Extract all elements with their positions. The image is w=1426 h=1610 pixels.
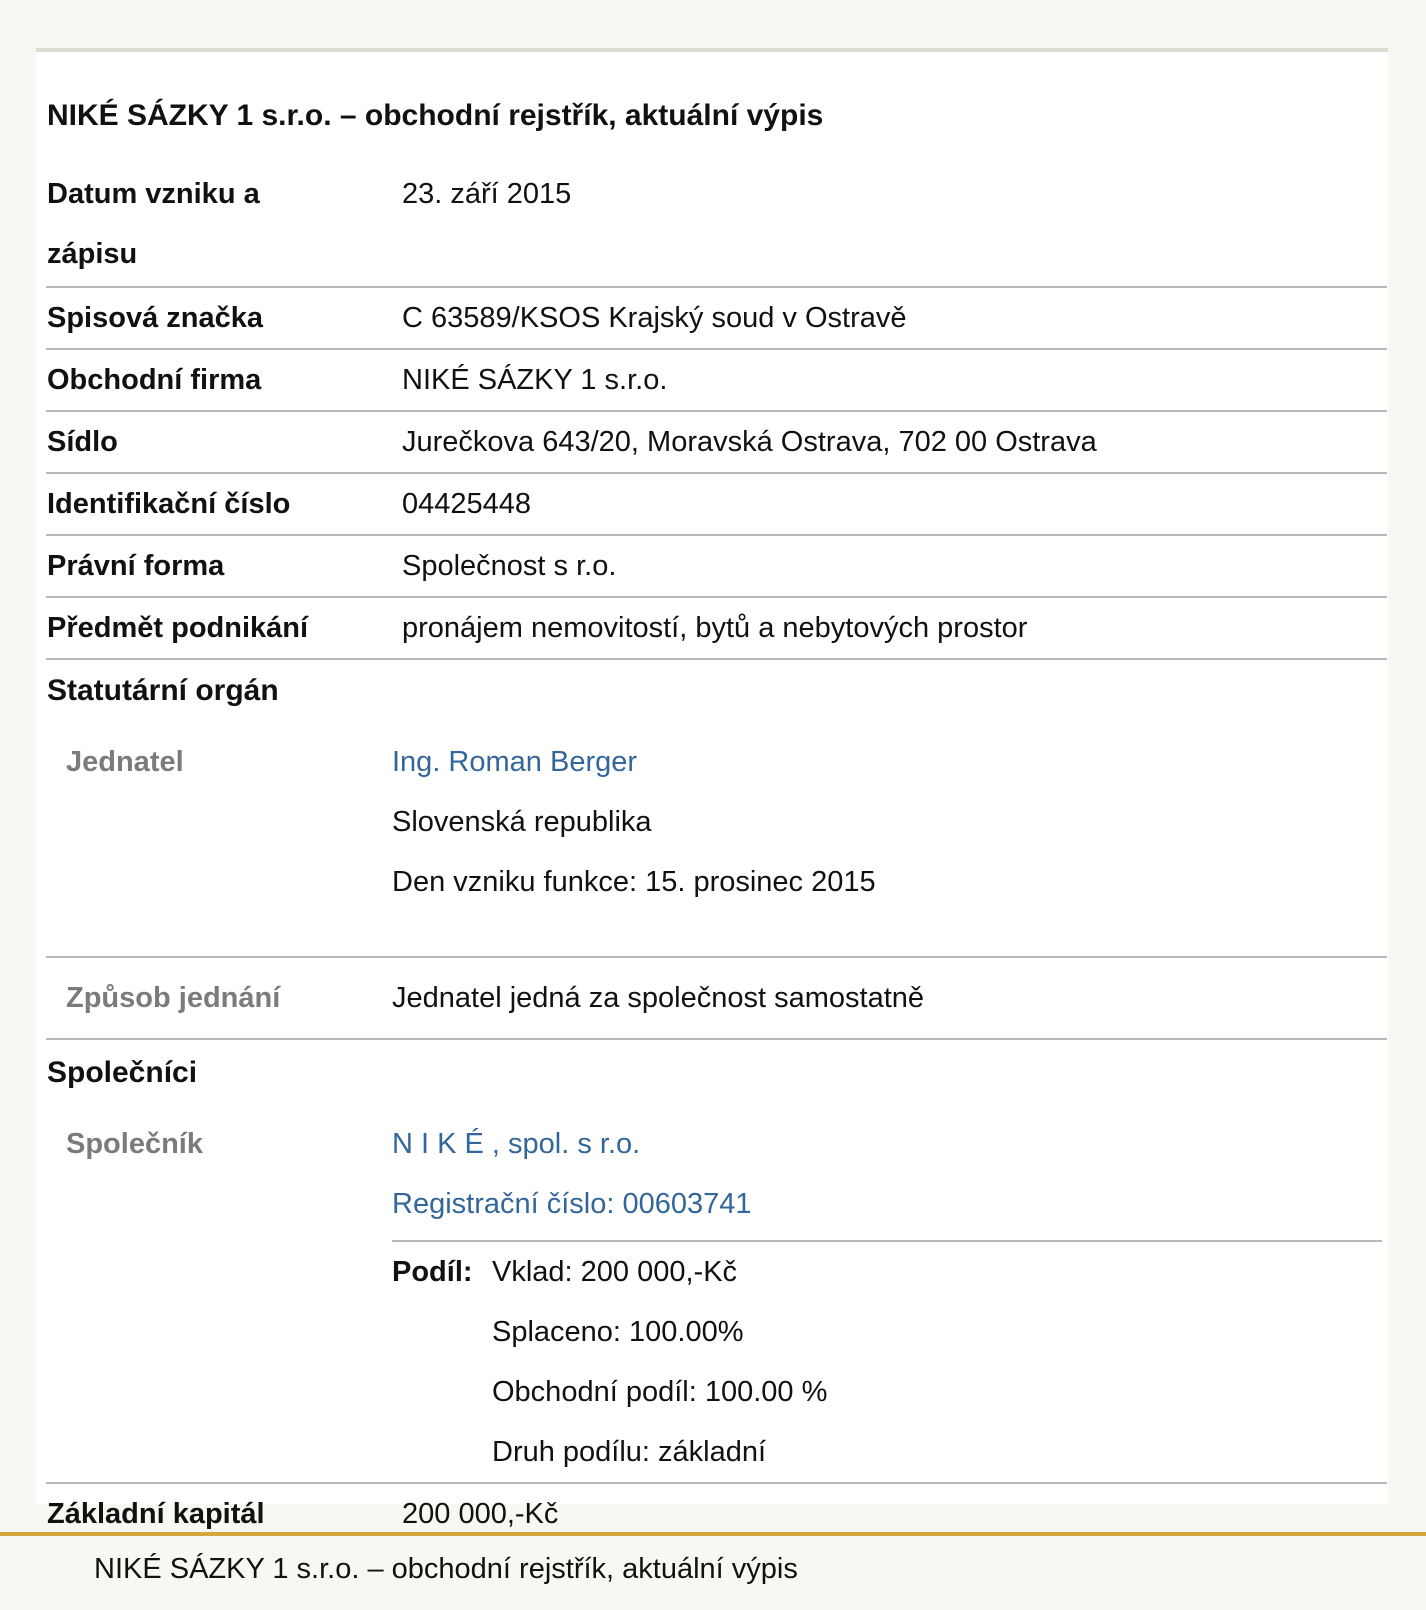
footer-text: NIKÉ SÁZKY 1 s.r.o. – obchodní rejstřík, aktuální výpis <box>94 1553 798 1585</box>
row-value: C 63589/KSOS Krajský soud v Ostravě <box>402 302 907 334</box>
partner-role-label: Společník <box>66 1128 203 1160</box>
row-spisova-znacka <box>46 288 1387 350</box>
row-label: Předmět podnikání <box>47 612 309 644</box>
conduct-value: Jednatel jedná za společnost samostatně <box>392 982 925 1014</box>
row-pravni-forma <box>46 536 1387 598</box>
row-value: NIKÉ SÁZKY 1 s.r.o. <box>402 364 668 396</box>
row-value: 04425448 <box>402 488 532 520</box>
row-predmet-podnikani <box>46 598 1387 660</box>
row-value: Jurečkova 643/20, Moravská Ostrava, 702 00 Ostrava <box>402 426 1097 458</box>
role-label: Jednatel <box>66 746 184 778</box>
section-heading-partners: Společníci <box>47 1056 198 1089</box>
row-value: 200 000,-Kč <box>402 1498 559 1530</box>
share-line: Druh podílu: základní <box>492 1436 767 1468</box>
row-label: Právní forma <box>47 550 225 582</box>
row-value: pronájem nemovitostí, bytů a nebytových prostor <box>402 612 1028 644</box>
row-value: 23. září 2015 <box>402 178 572 210</box>
share-line: Vklad: 200 000,-Kč <box>492 1256 738 1288</box>
statutory-block <box>46 724 1387 958</box>
row-datum-vzniku <box>46 164 1387 288</box>
row-label: Základní kapitál <box>47 1498 265 1530</box>
row-label: Obchodní firma <box>47 364 262 396</box>
row-label: Datum vzniku a zápisu <box>47 178 260 270</box>
row-label: Spisová značka <box>47 302 263 334</box>
row-obchodni-firma <box>46 350 1387 412</box>
partner-link[interactable]: N I K É , spol. s r.o. <box>392 1128 641 1160</box>
row-value: Společnost s r.o. <box>402 550 617 582</box>
partner-registration-link[interactable]: Registrační číslo: 00603741 <box>392 1188 752 1220</box>
person-link[interactable]: Ing. Roman Berger <box>392 746 638 778</box>
person-country: Slovenská republika <box>392 806 652 838</box>
section-heading-statutory: Statutární orgán <box>47 674 279 707</box>
conduct-label: Způsob jednání <box>66 982 281 1014</box>
share-line: Splaceno: 100.00% <box>492 1316 744 1348</box>
footer <box>0 1532 1426 1610</box>
share-line: Obchodní podíl: 100.00 % <box>492 1376 828 1408</box>
partner-block <box>46 1106 1387 1484</box>
row-label: Sídlo <box>47 426 118 458</box>
row-sidlo <box>46 412 1387 474</box>
registry-card <box>36 48 1388 1530</box>
share-label: Podíl: <box>392 1256 473 1288</box>
row-ico <box>46 474 1387 536</box>
page-title: NIKÉ SÁZKY 1 s.r.o. – obchodní rejstřík, aktuální výpis <box>47 99 824 132</box>
person-since: Den vzniku funkce: 15. prosinec 2015 <box>392 866 876 898</box>
row-label: Identifikační číslo <box>47 488 291 520</box>
conduct-row <box>46 958 1387 1040</box>
